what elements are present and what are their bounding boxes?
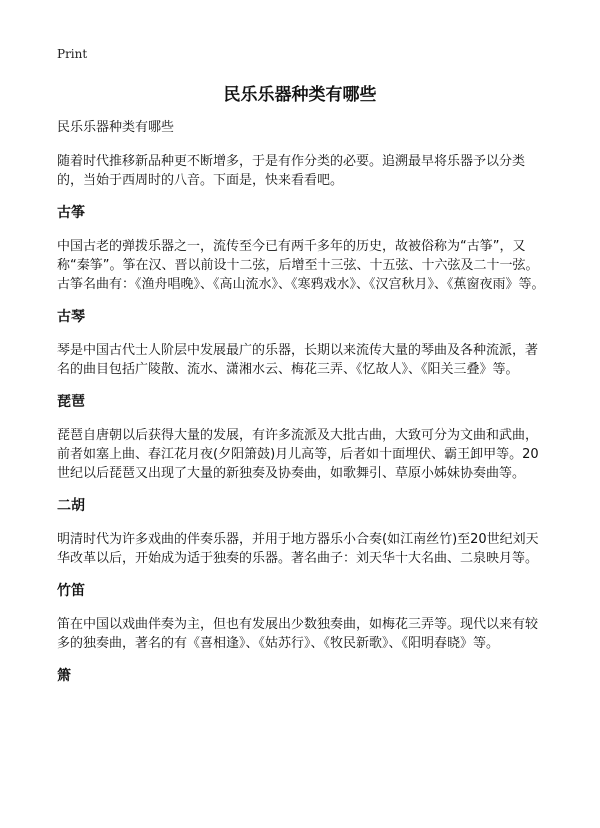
section-text-pipa: 琵琶自唐朝以后获得大量的发展，有许多流派及大批古曲，大致可分为文曲和武曲，前者如塞上曲、春江花月夜(夕阳箫鼓)月儿高等，后者如十面埋伏、霸王卸甲等。20世纪以后琵琶又出现了大量的新独奏及协奏曲，如歌舞引、草原小姊妹协奏曲等。 (57, 428, 539, 481)
section-heading-dizi: 竹笛 (57, 583, 85, 599)
print-link[interactable]: Print (57, 47, 88, 61)
section-text-guqin: 琴是中国古代士人阶层中发展最广的乐器，长期以来流传大量的琴曲及各种流派，著名的曲目包括广陵散、流水、潇湘水云、梅花三弄、《忆故人》、《阳关三叠》等。 (57, 343, 539, 377)
article-body (57, 118, 547, 700)
page-title: 民乐乐器种类有哪些 (223, 85, 377, 105)
section-heading-xiao: 箫 (57, 668, 71, 684)
section-heading-pipa: 琵琶 (57, 394, 85, 410)
article-subtitle: 民乐乐器种类有哪些 (57, 120, 175, 135)
section-heading-erhu: 二胡 (57, 498, 85, 514)
section-text-erhu: 明清时代为许多戏曲的伴奏乐器，并用于地方器乐小合奏(如江南丝竹)至20世纪刘天华改革以后，开始成为适于独奏的乐器。著名曲子：刘天华十大名曲、二泉映月等。 (57, 532, 539, 566)
section-text-guzheng: 中国古老的弹拨乐器之一，流传至今已有两千多年的历史，故被俗称为“古筝”，又称“秦筝”。筝在汉、晋以前设十二弦，后增至十三弦、十五弦、十六弦及二十一弦。古筝名曲有：《渔舟唱晚》、《高山流水》、《寒鸦戏水》、《汉宫秋月》、《蕉窗夜雨》等。 (57, 239, 545, 292)
section-heading-guzheng: 古筝 (57, 205, 85, 221)
section-text-dizi: 笛在中国以戏曲伴奏为主，但也有发展出少数独奏曲，如梅花三弄等。现代以来有较多的独奏曲，著名的有《喜相逢》、《姑苏行》、《牧民新歌》、《阳明春晓》等。 (57, 617, 539, 651)
intro-paragraph: 随着时代推移新品种更不断增多，于是有作分类的必要。追溯最早将乐器予以分类的，当始于西周时的八音。下面是，快来看看吧。 (57, 154, 526, 188)
section-heading-guqin: 古琴 (57, 309, 85, 325)
